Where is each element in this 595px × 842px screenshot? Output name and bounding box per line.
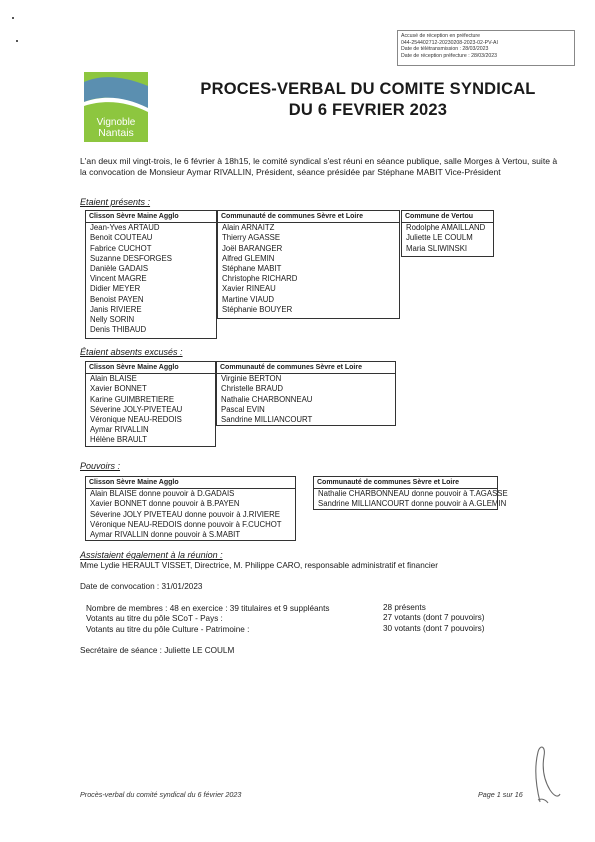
member-name: Maria SLIWINSKI [406,243,468,253]
absents-box-sevre-loire [216,361,396,426]
member-name: Danièle GADAIS [90,264,149,274]
box-header: Clisson Sèvre Maine Agglo [86,362,215,374]
secretaire-de-seance: Secrétaire de séance : Juliette LE COULM [80,646,235,655]
vote-label: Nombre de membres : 48 en exercice : 39 titulaires et 9 suppléants [86,604,330,613]
member-name: Nelly SORIN [90,315,135,325]
member-name: Denis THIBAUD [90,325,147,335]
proxy-line: Xavier BONNET donne pouvoir à B.PAYEN [90,499,240,509]
member-name: Sandrine MILLIANCOURT [221,415,313,425]
section-heading-presents: Etaient présents : [80,197,151,207]
stamp-line: 044-254402712-20230208-2023-02-PV-AI [401,39,498,46]
page-title-line2: DU 6 FEVRIER 2023 [288,101,448,119]
box-header: Commune de Vertou [402,211,493,223]
member-name: Karine GUIMBRETIERE [90,394,175,404]
member-name: Joël BARANGER [222,243,283,253]
member-name: Stéphane MABIT [222,264,282,274]
box-header: Communauté de communes Sèvre et Loire [314,477,497,489]
stamp-line: Date de réception préfecture : 28/03/2023 [401,52,498,59]
page-title-line1: PROCES-VERBAL DU COMITE SYNDICAL [200,80,536,98]
box-header: Communauté de communes Sèvre et Loire [217,362,395,374]
member-name: Alain BLAISE [90,374,137,384]
member-name: Alain ARNAITZ [222,223,275,233]
member-name: Xavier RINEAU [222,284,276,294]
absents-box-clisson [85,361,216,447]
member-name: Stéphanie BOUYER [222,304,293,314]
box-header: Clisson Sèvre Maine Agglo [86,477,295,489]
intro-paragraph: L'an deux mil vingt-trois, le 6 février à 18h15, le comité syndical s'est réuni en séance publique, salle Morges à Vertou, suite à la convocation de Monsieur Aymar RIVALLIN, Président, séance présidée par Stéphane MABIT Vice-Président [80,156,558,177]
member-name: Fabrice CUCHOT [90,243,152,253]
proxy-line: Sandrine MILLIANCOURT donne pouvoir à A.GLEMIN [318,499,507,509]
vote-value: 27 votants (dont 7 pouvoirs) [383,613,485,622]
pouvoirs-box-clisson [85,476,296,541]
proxy-line: Aymar RIVALLIN donne pouvoir à S.MABIT [90,530,241,540]
box-header: Clisson Sèvre Maine Agglo [86,211,216,223]
member-name: Véronique NEAU-REDOIS [90,415,182,425]
presents-box-clisson [85,210,217,339]
member-name: Virginie BERTON [221,374,282,384]
scan-mark [16,40,18,42]
member-name: Thierry AGASSE [222,233,281,243]
member-name: Martine VIAUD [222,294,274,304]
section-heading-absents: Étaient absents excusés : [80,347,183,357]
vote-value: 28 présents [383,603,426,612]
member-name: Séverine JOLY-PIVETEAU [90,404,183,414]
member-name: Rodolphe AMAILLAND [406,223,486,233]
member-name: Hélène BRAULT [90,435,148,445]
member-name: Xavier BONNET [90,384,147,394]
vignoble-nantais-logo [84,72,148,142]
member-name: Alfred GLEMIN [222,253,275,263]
signature-scribble [522,740,566,806]
pouvoirs-box-sevre-loire [313,476,508,510]
member-name: Benoist PAYEN [90,294,144,304]
convocation-date: Date de convocation : 31/01/2023 [80,582,203,591]
box-header: Communauté de communes Sèvre et Loire [218,211,399,223]
section-heading-assistaient: Assistaient également à la réunion : [80,550,223,560]
member-name: Christophe RICHARD [222,274,298,284]
presents-box-vertou [401,210,494,257]
member-name: Christelle BRAUD [221,384,283,394]
member-name: Juliette LE COULM [406,233,473,243]
member-name: Aymar RIVALLIN [90,425,149,435]
logo-text-line2: Nantais [98,127,134,139]
stamp-line: Date de télétransmission : 28/03/2023 [401,46,489,53]
presents-box-sevre-loire [217,210,400,319]
member-name: Vincent MAGRE [90,274,147,284]
footer-document-title: Procès-verbal du comité syndical du 6 février 2023 [80,790,242,799]
footer-page-number: Page 1 sur 16 [478,790,523,799]
member-name: Jean-Yves ARTAUD [90,223,160,233]
vote-label: Votants au titre du pôle SCoT - Pays : [86,614,223,623]
assistaient-text: Mme Lydie HERAULT VISSET, Directrice, M. Philippe CARO, responsable administratif et financier [80,561,438,570]
proxy-line: Séverine JOLY PIVETEAU donne pouvoir à J.RIVIERE [90,509,280,519]
scan-mark [12,17,14,19]
member-name: Janis RIVIERE [90,304,142,314]
vote-label: Votants au titre du pôle Culture - Patrimoine : [86,625,250,634]
member-name: Suzanne DESFORGES [90,253,172,263]
member-name: Didier MEYER [90,284,141,294]
proxy-line: Nathalie CHARBONNEAU donne pouvoir à T.AGASSE [318,489,508,499]
member-name: Benoit COUTEAU [90,233,153,243]
stamp-line: Accusé de réception en préfecture [401,33,481,39]
section-heading-pouvoirs: Pouvoirs : [80,461,121,471]
reception-stamp [397,30,575,66]
member-name: Nathalie CHARBONNEAU [221,394,313,404]
logo-text-line1: Vignoble [96,117,136,128]
proxy-line: Véronique NEAU-REDOIS donne pouvoir à F.CUCHOT [90,519,282,529]
vote-value: 30 votants (dont 7 pouvoirs) [383,624,485,633]
proxy-line: Alain BLAISE donne pouvoir à D.GADAIS [90,489,235,499]
member-name: Pascal EVIN [221,404,265,414]
